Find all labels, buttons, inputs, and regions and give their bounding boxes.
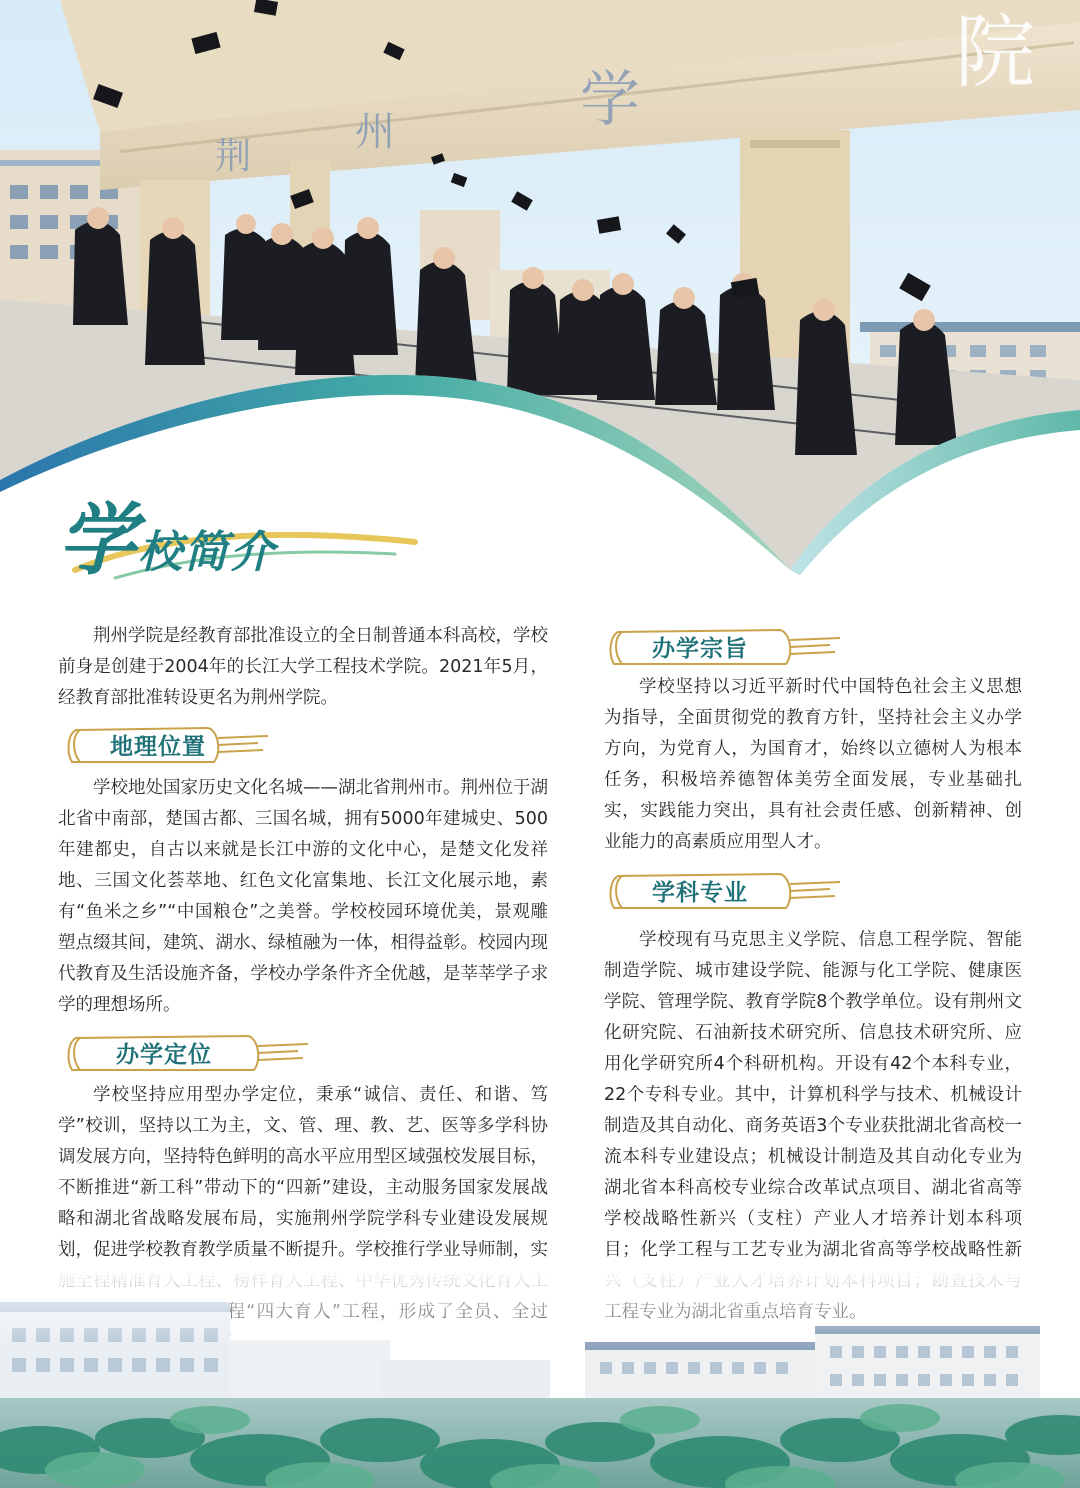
intro-paragraph: 荆州学院是经教育部批准设立的全日制普通本科高校，学校前身是创建于2004年的长江大学工程技术学院。2021年5月，经教育部批准转设更名为荆州学院。	[58, 626, 548, 708]
section-heading-positioning-text: 办学定位	[116, 1041, 212, 1068]
positioning-paragraph: 学校坚持应用型办学定位，秉承“诚信、责任、和谐、笃学”校训，坚持以工为主，文、管、理、教、艺、医等多学科协调发展方向，坚持特色鲜明的高水平应用型区域强校发展目标，不断推进“新工科”带动下的“四新”建设，主动服务国家发展战略和湖北省战略发展布局，实施荆州学院学科专业建设发展规划，促进学校教育教学质量不断提升。学校推行学业导师制，实	[58, 1085, 548, 1260]
page-title-first-char: 学	[58, 495, 139, 586]
purpose-paragraph: 学校坚持以习近平新时代中国特色社会主义思想为指导，全面贯彻党的教育方针，坚持社会主义办学方向，为党育人，为国育才，始终以立德树人为根本任务，积极培养德智体美劳全面发展，专业基础扎实，实践能力突出，具有社会责任感、创新精神、创业能力的高素质应用型人才。	[604, 677, 1022, 852]
page-title-rest: 校简介	[138, 527, 277, 578]
page-title	[58, 478, 276, 590]
location-paragraph: 学校地处国家历史文化名城——湖北省荆州市。荆州位于湖北省中南部，楚国古都、三国名城，拥有5000年建城史、500年建都史，自古以来就是长江中游的文化中心，是楚文化发祥地、三国文化荟萃地、红色文化富集地、长江文化展示地，素有“鱼米之乡”“中国粮仓”之美誉。学校校园环境优美，景观雕塑点缀其间，建筑、湖水、绿植融为一体，相得益彰。校园内现代教育及生活设施齐备，学校办学条件齐全优越，是莘莘学子求学的理想场所。	[58, 778, 548, 1015]
section-heading-purpose-text: 办学宗旨	[652, 635, 748, 662]
disciplines-paragraph: 学校现有马克思主义学院、信息工程学院、智能制造学院、城市建设学院、能源与化工学院、健康医学院、管理学院、教育学院8个教学单位。设有荆州文化研究院、石油新技术研究所、信息技术研究所、应用化学研究所4个科研机构。开设有42个本科专业，22个专科专业。其中，计算机科学与技术、机械设计制造及其自动化、商务英语3个专业获批湖北省高校一流本科专业建设点；机械设计制造及其自动化专业为湖北省本科高校专业综合改革试点项目、湖北省高等学校战略性新兴（支柱）产业人才培养计划本科项目；化学工程与工艺专业为湖北省高等学校战略性新	[604, 930, 1022, 1260]
gate-char-2: 州	[355, 109, 395, 155]
section-heading-disciplines-text: 学科专业	[652, 879, 748, 906]
section-heading-purpose	[600, 624, 860, 670]
section-heading-location	[58, 722, 318, 768]
gate-char-4: 院	[955, 6, 1035, 99]
section-heading-disciplines	[600, 868, 860, 914]
section-heading-location-text: 地理位置	[110, 733, 206, 760]
gate-char-3: 学	[580, 65, 640, 135]
campus-lotus-photo	[0, 1270, 1080, 1488]
section-heading-positioning	[58, 1030, 318, 1076]
gate-char-1: 荆	[215, 136, 252, 177]
